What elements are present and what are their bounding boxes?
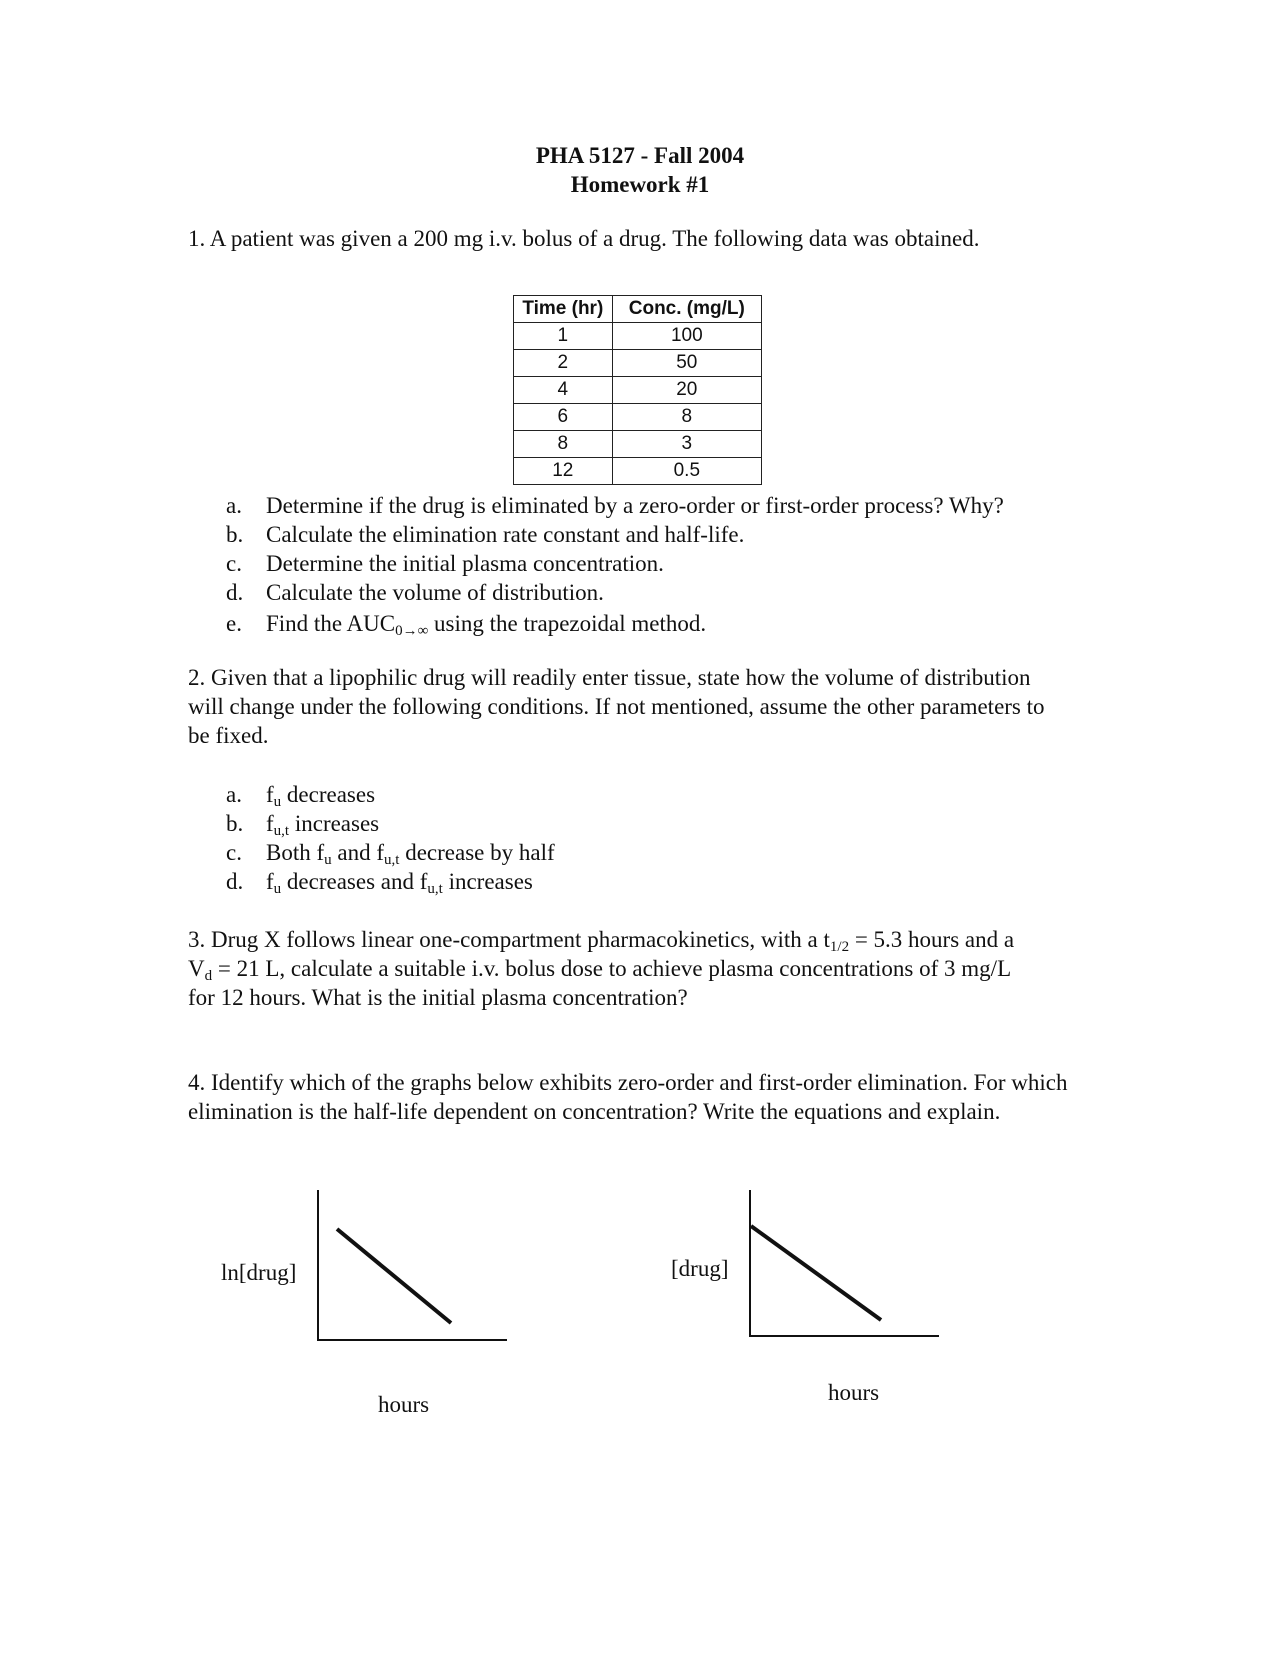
table-cell: 50 <box>612 350 761 377</box>
part-letter: b. <box>226 522 244 547</box>
graph-2-ylabel: [drug] <box>671 1256 729 1281</box>
q3-text: = 5.3 hours and a <box>849 927 1015 952</box>
part-letter: e. <box>226 611 242 636</box>
part-text: Determine if the drug is eliminated by a zero-order or first-order process? Why? <box>266 493 1004 518</box>
f-symbol: f <box>419 869 428 894</box>
q3-text: V <box>188 956 205 981</box>
f-subscript: u <box>273 881 282 897</box>
vd-subscript: d <box>204 968 213 984</box>
part-letter: a. <box>226 782 242 807</box>
table-cell: 1 <box>514 323 613 350</box>
f-symbol: f <box>266 869 274 894</box>
table-cell: 100 <box>612 323 761 350</box>
f-subscript: u,t <box>273 823 290 839</box>
auc-rest: using the trapezoidal method. <box>428 611 707 636</box>
part-letter: d. <box>226 580 244 605</box>
part-text-mid: and <box>331 840 377 865</box>
f-subscript: u <box>273 794 282 810</box>
f-symbol: f <box>266 782 274 807</box>
part-text-mid: decreases and <box>281 869 420 894</box>
question-1-text: 1. A patient was given a 200 mg i.v. bolus of a drug. The following data was obtained. <box>188 226 980 251</box>
f-symbol: f <box>376 840 385 865</box>
assignment-title: Homework #1 <box>570 172 710 197</box>
part-text-rest: decreases <box>281 782 376 807</box>
q3-text: 3. Drug X follows linear one-compartment pharmacokinetics, with a t <box>188 927 830 952</box>
table-cell: 4 <box>514 377 613 404</box>
q3-text: = 21 L, calculate a suitable i.v. bolus dose to achieve plasma concentrations of 3 mg/L <box>212 956 1012 981</box>
course-title: PHA 5127 - Fall 2004 <box>535 143 745 168</box>
graph-2-xlabel: hours <box>828 1380 880 1405</box>
graph-1-xlabel: hours <box>378 1392 430 1417</box>
part-text-pre: Both <box>266 840 317 865</box>
f-subscript: u,t <box>427 881 443 897</box>
graph-1-ylabel: ln[drug] <box>221 1260 297 1285</box>
table-cell: 2 <box>514 350 613 377</box>
auc-subscript: 0→∞ <box>395 623 429 639</box>
auc-label: Find the AUC <box>266 611 396 636</box>
part-letter: b. <box>226 811 244 836</box>
f-subscript: u <box>324 852 332 868</box>
table-cell: 0.5 <box>612 458 761 485</box>
question-4-text: 4. Identify which of the graphs below exhibits zero-order and first-order elimination. For which elimination is the half-life dependent on concentration? Write the equations and explain. <box>188 1070 1068 1124</box>
part-letter: d. <box>226 869 244 894</box>
table-header-conc: Conc. (mg/L) <box>612 296 761 323</box>
table-cell: 12 <box>514 458 613 485</box>
question-2-text: 2. Given that a lipophilic drug will readily enter tissue, state how the volume of distribution will change under the following conditions. If not mentioned, assume the other parameters to be fixed. <box>188 665 1045 748</box>
half-life-subscript: 1/2 <box>829 939 850 955</box>
table-cell: 8 <box>612 404 761 431</box>
table-cell: 20 <box>612 377 761 404</box>
table-cell: 8 <box>514 431 613 458</box>
part-text-rest: increases <box>289 811 380 836</box>
f-symbol: f <box>316 840 325 865</box>
part-text: Calculate the elimination rate constant and half-life. <box>266 522 745 547</box>
part-letter: c. <box>226 551 242 576</box>
f-symbol: f <box>266 811 274 836</box>
part-letter: a. <box>226 493 242 518</box>
table-cell: 6 <box>514 404 613 431</box>
graph-2-y-axis <box>749 1190 751 1337</box>
part-letter: c. <box>226 840 242 865</box>
part-text-rest: increases <box>442 869 533 894</box>
part-text-rest: decrease by half <box>399 840 555 865</box>
part-text: Calculate the volume of distribution. <box>266 580 604 605</box>
table-cell: 3 <box>612 431 761 458</box>
f-subscript: u,t <box>384 852 400 868</box>
table-header-time: Time (hr) <box>514 296 613 323</box>
graph-2-x-axis <box>749 1335 939 1337</box>
question-3-line: for 12 hours. What is the initial plasma concentration? <box>188 985 688 1010</box>
part-text: Determine the initial plasma concentration. <box>266 551 664 576</box>
